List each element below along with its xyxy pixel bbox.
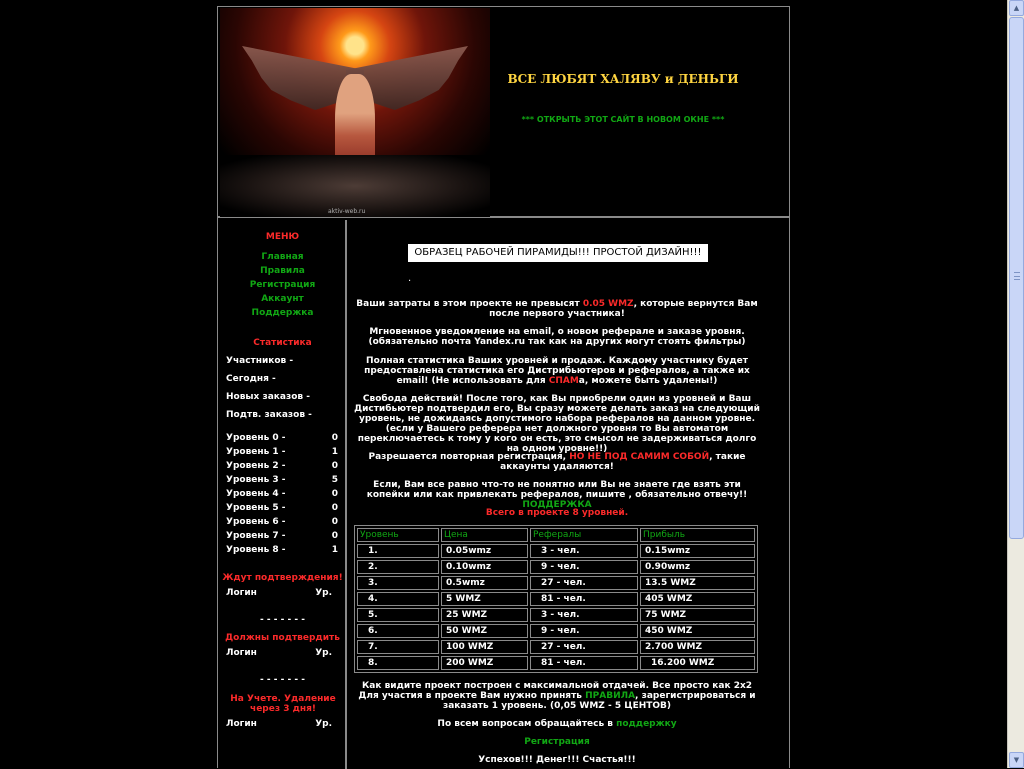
costs-paragraph: Ваши затраты в этом проекте не превысят 0.05 WMZ, которые вернутся Вам после первого участника!: [356, 299, 758, 319]
stat-new-orders: Новых заказов -: [226, 392, 310, 402]
waiting-confirmation-title: Ждут подтверждения!: [222, 573, 343, 583]
summary-paragraph: Как видите проект построен с максимальной отдачей. Все просто как 2x2 Для участия в проекте Вам нужно принять ПРАВИЛА, зарегистрироваться и заказать 1 уровень. (0,05 WMZ - 5 ЦЕНТОВ): [358, 681, 756, 711]
table-cell: 3.: [357, 576, 439, 590]
table-cell: 25 WMZ: [441, 608, 528, 622]
removal-title: На Учете. Удаление через 3 дня!: [230, 694, 336, 714]
table-cell: 100 WMZ: [441, 640, 528, 654]
table-cell: 27 - чел.: [530, 576, 638, 590]
sidebar: [218, 220, 347, 769]
closing-text: Успехов!!! Денег!!! Счастья!!!: [478, 755, 636, 765]
stat-confirmed-orders: Подтв. заказов -: [226, 410, 312, 420]
must-confirm-header: Логин Ур.: [226, 648, 332, 658]
table-cell: 27 - чел.: [530, 640, 638, 654]
table-cell: 5 WMZ: [441, 592, 528, 606]
repeat-registration-paragraph: Разрешается повторная регистрация, НО НЕ ПОД САМИМ СОБОЙ, такие аккаунты удаляются!: [368, 452, 746, 472]
statistics-title: Статистика: [253, 338, 312, 348]
table-cell: 7.: [357, 640, 439, 654]
level-row: Уровень 7 - 0: [226, 531, 338, 541]
menu-item-main[interactable]: Главная: [261, 252, 304, 262]
table-cell: 81 - чел.: [530, 656, 638, 670]
level-row: Уровень 5 - 0: [226, 503, 338, 513]
table-cell: 9 - чел.: [530, 560, 638, 574]
removal-header: Логин Ур.: [226, 719, 332, 729]
sample-pyramid-banner: ОБРАЗЕЦ РАБОЧЕЙ ПИРАМИДЫ!!! ПРОСТОЙ ДИЗАЙН!!!: [408, 244, 708, 262]
table-cell: 3 - чел.: [530, 544, 638, 558]
site-header: [218, 7, 789, 218]
menu-item-support[interactable]: Поддержка: [251, 308, 314, 318]
table-cell: 4.: [357, 592, 439, 606]
levels-table: [354, 525, 758, 673]
support-link[interactable]: поддержку: [616, 719, 677, 729]
level-row: Уровень 4 - 0: [226, 489, 338, 499]
statistics-paragraph: Полная статистика Ваших уровней и продаж. Каждому участнику будет предоставлена статистика его Дистрибьютеров и рефералов, а также их email! (Не использовать для СПАМа, можете быть удалены!): [364, 356, 750, 386]
table-cell: 5.: [357, 608, 439, 622]
scroll-grip-icon: [1014, 272, 1020, 280]
support-paragraph: Если, Вам все равно что-то не понятно или Вы не знаете где взять эти копейки или как привлекать рефералов, пишите , обязательно отвечу!! ПОДДЕРЖКА: [366, 480, 748, 510]
separator: - - - - - - -: [260, 615, 305, 625]
table-cell: 1.: [357, 544, 439, 558]
table-cell: 2.: [357, 560, 439, 574]
table-cell: 2.700 WMZ: [640, 640, 755, 654]
table-header-level: Уровень: [357, 528, 439, 542]
level-row: Уровень 8 - 1: [226, 545, 338, 555]
registration-link[interactable]: Регистрация: [524, 737, 590, 747]
table-cell: 6.: [357, 624, 439, 638]
table-cell: 405 WMZ: [640, 592, 755, 606]
browser-scrollbar[interactable]: [1007, 0, 1024, 768]
table-cell: 0.05wmz: [441, 544, 528, 558]
table-header-price: Цена: [441, 528, 528, 542]
stat-today: Сегодня -: [226, 374, 276, 384]
open-new-window-link[interactable]: *** ОТКРЫТЬ ЭТОТ САЙТ В НОВОМ ОКНЕ ***: [521, 115, 725, 124]
must-confirm-title: Должны подтвердить: [225, 633, 340, 643]
table-cell: 16.200 WMZ: [640, 656, 755, 670]
total-levels-text: Всего в проекте 8 уровней.: [485, 508, 629, 518]
table-cell: 13.5 WMZ: [640, 576, 755, 590]
email-notification-paragraph: Мгновенное уведомление на email, о новом реферале и заказе уровня. (обязательно почта Yandex.ru так как на других могут стоять фильтры): [368, 327, 746, 347]
waiting-header: Логин Ур.: [226, 588, 332, 598]
contact-paragraph: По всем вопросам обращайтесь в поддержку: [437, 719, 677, 729]
table-cell: 9 - чел.: [530, 624, 638, 638]
level-row: Уровень 1 - 1: [226, 447, 338, 457]
image-credit: aktiv-web.ru: [328, 208, 366, 215]
separator: - - - - - - -: [260, 675, 305, 685]
table-cell: 0.15wmz: [640, 544, 755, 558]
level-row: Уровень 2 - 0: [226, 461, 338, 471]
table-cell: 0.10wmz: [441, 560, 528, 574]
table-cell: 450 WMZ: [640, 624, 755, 638]
level-row: Уровень 6 - 0: [226, 517, 338, 527]
table-cell: 0.90wmz: [640, 560, 755, 574]
stat-participants: Участников -: [226, 356, 294, 366]
main-content: [347, 220, 789, 769]
support-link[interactable]: ПОДДЕРЖКА: [522, 500, 592, 510]
table-header-profit: Прибыль: [640, 528, 755, 542]
scroll-up-button[interactable]: ▲: [1009, 0, 1024, 16]
level-row: Уровень 3 - 5: [226, 475, 338, 485]
menu-item-registration[interactable]: Регистрация: [249, 280, 316, 290]
table-header-referrals: Рефералы: [530, 528, 638, 542]
site-container: [217, 6, 790, 768]
table-cell: 8.: [357, 656, 439, 670]
menu-title: МЕНЮ: [265, 232, 300, 242]
site-title: ВСЕ ЛЮБЯТ ХАЛЯВУ и ДЕНЬГИ: [507, 72, 739, 86]
table-cell: 200 WMZ: [441, 656, 528, 670]
level-row: Уровень 0 - 0: [226, 433, 338, 443]
menu-item-rules[interactable]: Правила: [260, 266, 305, 276]
menu-list: [218, 250, 347, 320]
table-cell: 81 - чел.: [530, 592, 638, 606]
rules-link[interactable]: ПРАВИЛА: [585, 691, 636, 701]
scroll-down-button[interactable]: ▼: [1009, 752, 1024, 768]
table-cell: 75 WMZ: [640, 608, 755, 622]
menu-item-account[interactable]: Аккаунт: [261, 294, 304, 304]
table-cell: 3 - чел.: [530, 608, 638, 622]
scroll-thumb[interactable]: [1009, 17, 1024, 539]
dot: .: [408, 273, 412, 284]
table-cell: 50 WMZ: [441, 624, 528, 638]
freedom-paragraph: Свобода действий! После того, как Вы приобрели один из уровней и Ваш Дистибьютер подтвердил его, Вы сразу можете делать заказ на следующий уровень, не дожидаясь допустимого набора рефералов на данном уровне. (если у Вашего реферера нет должного уровня то Вы автоматом переключаетесь к тому у кого он есть, это смысол не задерживаться долго на одном уровне!!): [354, 394, 760, 454]
header-angel-image: [220, 8, 490, 217]
table-cell: 0.5wmz: [441, 576, 528, 590]
